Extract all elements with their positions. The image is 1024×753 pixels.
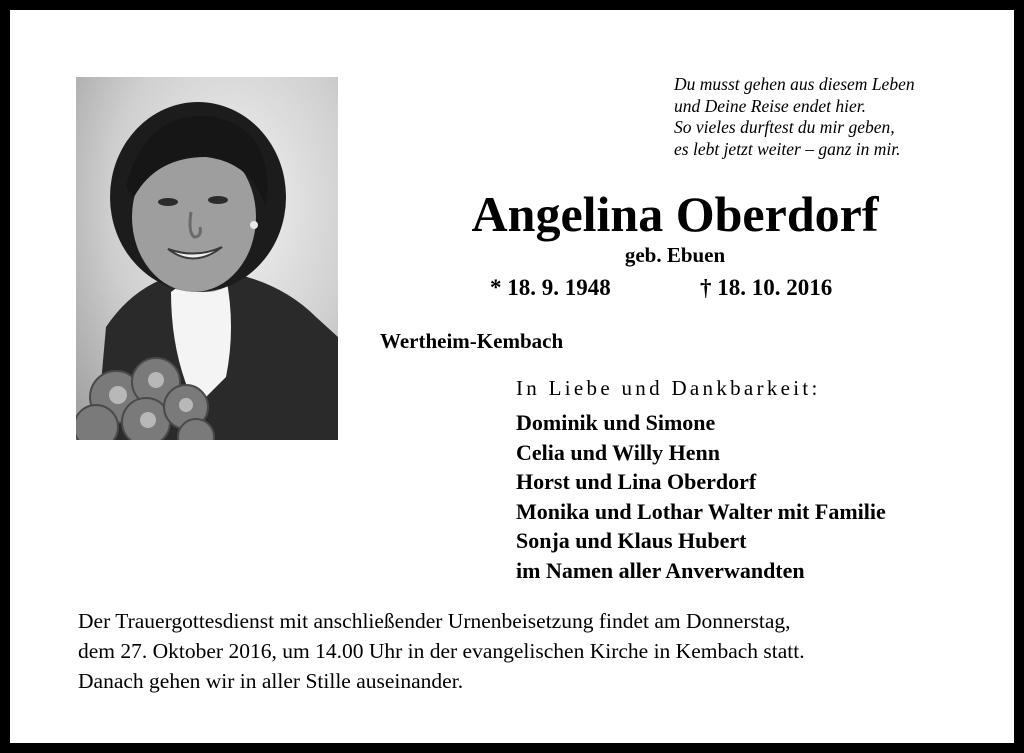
poem-line: So vieles durftest du mir geben, [674, 117, 895, 137]
mourner-entry: Horst und Lina Oberdorf [516, 469, 757, 494]
mourners-heading: In Liebe und Dankbarkeit: [516, 376, 821, 400]
service-announcement [78, 606, 805, 696]
poem [674, 74, 915, 160]
poem-line: Du musst gehen aus diesem Leben [674, 74, 915, 94]
deceased-name: Angelina Oberdorf [471, 186, 879, 242]
maiden-name: geb. Ebuen [624, 243, 726, 267]
mourner-entry: Sonja und Klaus Hubert [516, 528, 747, 553]
place-of-residence: Wertheim-Kembach [380, 329, 564, 353]
service-line: Danach gehen wir in aller Stille auseinander. [78, 669, 464, 693]
portrait-photo [76, 77, 338, 440]
mourners-list [516, 408, 886, 585]
mourner-entry: Monika und Lothar Walter mit Familie [516, 498, 886, 524]
birth-date: * 18. 9. 1948 [490, 275, 611, 300]
poem-line: und Deine Reise endet hier. [674, 95, 866, 116]
mourner-entry: Dominik und Simone [516, 410, 716, 435]
service-line: dem 27. Oktober 2016, um 14.00 Uhr in der evangelischen Kirche in Kembach statt. [78, 639, 805, 663]
mourner-entry: im Namen aller Anverwandten [516, 557, 805, 583]
poem-line: es lebt jetzt weiter – ganz in mir. [674, 138, 901, 159]
mourner-entry: Celia und Willy Henn [516, 439, 720, 465]
death-date: † 18. 10. 2016 [700, 275, 833, 300]
service-line: Der Trauergottesdienst mit anschließender Urnenbeisetzung findet am Donnerstag, [78, 609, 791, 633]
